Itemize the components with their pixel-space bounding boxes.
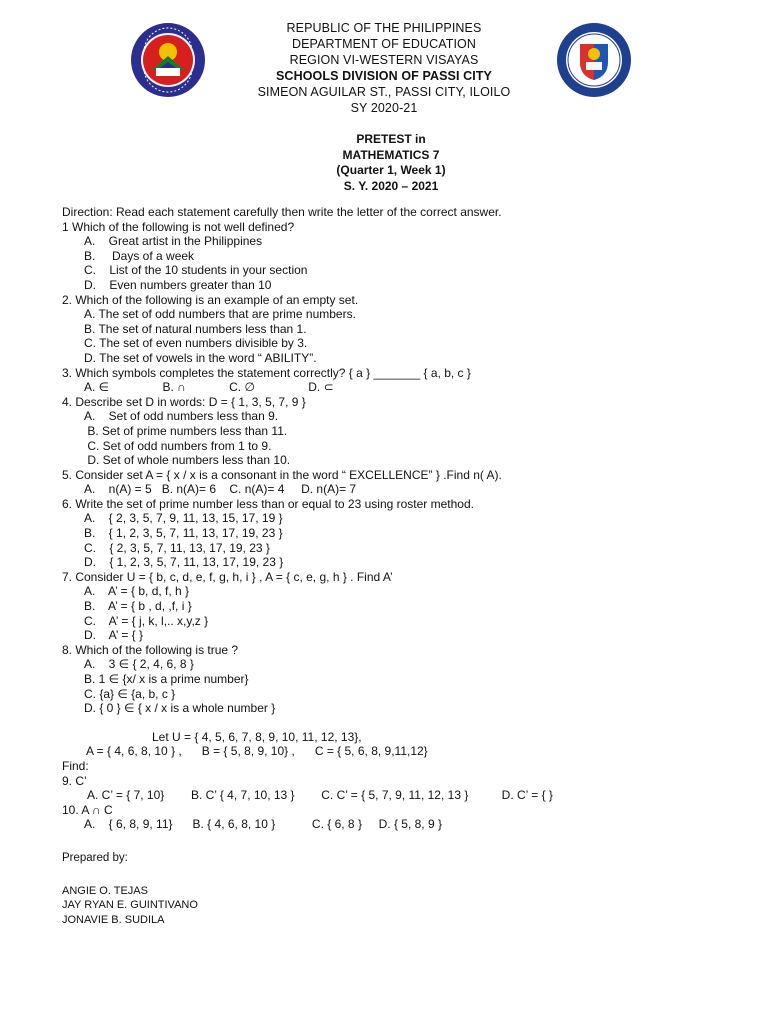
q2-choice-d: D. The set of vowels in the word “ ABILITY”. xyxy=(84,350,317,365)
q5-stem: 5. Consider set A = { x / x is a consonant in the word “ EXCELLENCE” } .Find n( A). xyxy=(62,467,502,482)
q7-choice-a: A. A’ = { b, d, f, h } xyxy=(84,584,190,599)
q6-stem: 6. Write the set of prime number less than or equal to 23 using roster method. xyxy=(62,496,474,511)
q8-choice-d: D. { 0 } ∈ { x / x is a whole number } xyxy=(84,701,276,716)
q3-choices: A. ∈ B. ∩ C. ∅ D. ⊂ xyxy=(84,380,334,395)
q6-choice-b: B. { 1, 2, 3, 5, 7, 11, 13, 17, 19, 23 } xyxy=(84,526,283,541)
prepared-by-section xyxy=(62,851,198,927)
q1-choice-b: B. Days of a week xyxy=(84,248,195,263)
title-school-year: S. Y. 2020 – 2021 xyxy=(343,178,439,193)
q1-stem: 1 Which of the following is not well defined? xyxy=(62,219,295,234)
q5-choices: A. n(A) = 5 B. n(A)= 6 C. n(A)= 4 D. n(A)= 7 xyxy=(84,482,357,497)
header-division: SCHOOLS DIVISION OF PASSI CITY xyxy=(276,69,492,83)
q4-stem: 4. Describe set D in words: D = { 1, 3, 5, 7, 9 } xyxy=(62,394,306,409)
q10-choices: A. { 6, 8, 9, 11} B. { 4, 6, 8, 10 } C. { 6, 8 } D. { 5, 8, 9 } xyxy=(84,817,442,832)
q1-choice-a: A. Great artist in the Philippines xyxy=(84,234,263,249)
q4-choice-c: C. Set of odd numbers from 1 to 9. xyxy=(84,438,272,453)
q7-stem: 7. Consider U = { b, c, d, e, f, g, h, i } , A = { c, e, g, h } . Find A’ xyxy=(62,569,393,584)
q8-stem: 8. Which of the following is true ? xyxy=(62,642,239,657)
q3-stem: 3. Which symbols completes the statement correctly? { a } _______ { a, b, c } xyxy=(62,365,471,380)
q7-choice-b: B. A’ = { b , d, ,f, i } xyxy=(84,599,192,614)
title-subject: MATHEMATICS 7 xyxy=(342,147,440,162)
find-label: Find: xyxy=(62,758,89,773)
preparer-name: ANGIE O. TEJAS xyxy=(62,884,148,897)
q1-choice-c: C. List of the 10 students in your section xyxy=(84,263,308,278)
q2-choice-b: B. The set of natural numbers less than 1. xyxy=(84,321,307,336)
q8-choice-a: A. 3 ∈ { 2, 4, 6, 8 } xyxy=(84,657,194,672)
test-body xyxy=(62,205,752,832)
q7-choice-c: C. A’ = { j, k, l,.. x,y,z } xyxy=(84,613,209,628)
q8-choice-c: C. {a} ∈ {a, b, c } xyxy=(84,686,176,701)
q9-choices: A. C’ = { 7, 10} B. C’ { 4, 7, 10, 13 } C. C’ = { 5, 7, 9, 11, 12, 13 } D. C’ = { } xyxy=(87,788,553,803)
q2-stem: 2. Which of the following is an example of an empty set. xyxy=(62,292,359,307)
q4-choice-b: B. Set of prime numbers less than 11. xyxy=(84,423,288,438)
directions: Direction: Read each statement carefully then write the letter of the correct answer. xyxy=(62,205,502,219)
header-address: SIMEON AGUILAR ST., PASSI CITY, ILOILO xyxy=(257,85,511,99)
q6-choice-d: D. { 1, 2, 3, 5, 7, 11, 13, 17, 19, 23 } xyxy=(84,555,284,570)
q7-choice-d: D. A’ = { } xyxy=(84,628,144,643)
q4-choice-d: D. Set of whole numbers less than 10. xyxy=(84,453,291,468)
universal-set: Let U = { 4, 5, 6, 7, 8, 9, 10, 11, 12, 13}, xyxy=(152,729,362,744)
title-quarter: (Quarter 1, Week 1) xyxy=(336,163,446,177)
q2-choice-a: A. The set of odd numbers that are prime numbers. xyxy=(84,307,356,322)
given-sets: A = { 4, 6, 8, 10 } , B = { 5, 8, 9, 10} , C = { 5, 6, 8, 9,11,12} xyxy=(86,744,428,759)
q1-choice-d: D. Even numbers greater than 10 xyxy=(84,277,272,292)
q9-stem: 9. C’ xyxy=(62,773,87,788)
q6-choice-c: C. { 2, 3, 5, 7, 11, 13, 17, 19, 23 } xyxy=(84,540,270,555)
header-region: REGION VI-WESTERN VISAYAS xyxy=(289,53,479,67)
q4-choice-a: A. Set of odd numbers less than 9. xyxy=(84,409,279,424)
q8-choice-b: B. 1 ∈ {x/ x is a prime number} xyxy=(84,672,249,686)
prepared-by-label: Prepared by: xyxy=(62,852,128,864)
preparer-name: JONAVIE B. SUDILA xyxy=(62,913,165,926)
preparer-name: JAY RYAN E. GUINTIVANO xyxy=(62,899,198,911)
q6-choice-a: A. { 2, 3, 5, 7, 9, 11, 13, 15, 17, 19 } xyxy=(84,511,283,526)
document-header xyxy=(0,20,768,116)
header-school-year: SY 2020-21 xyxy=(350,101,418,115)
q10-stem: 10. A ∩ C xyxy=(62,802,113,817)
header-department: DEPARTMENT OF EDUCATION xyxy=(291,37,477,51)
header-republic: REPUBLIC OF THE PHILIPPINES xyxy=(286,21,482,35)
title-pretest: PRETEST in xyxy=(356,132,426,146)
test-title xyxy=(0,132,768,194)
q2-choice-c: C. The set of even numbers divisible by 3. xyxy=(84,336,308,351)
